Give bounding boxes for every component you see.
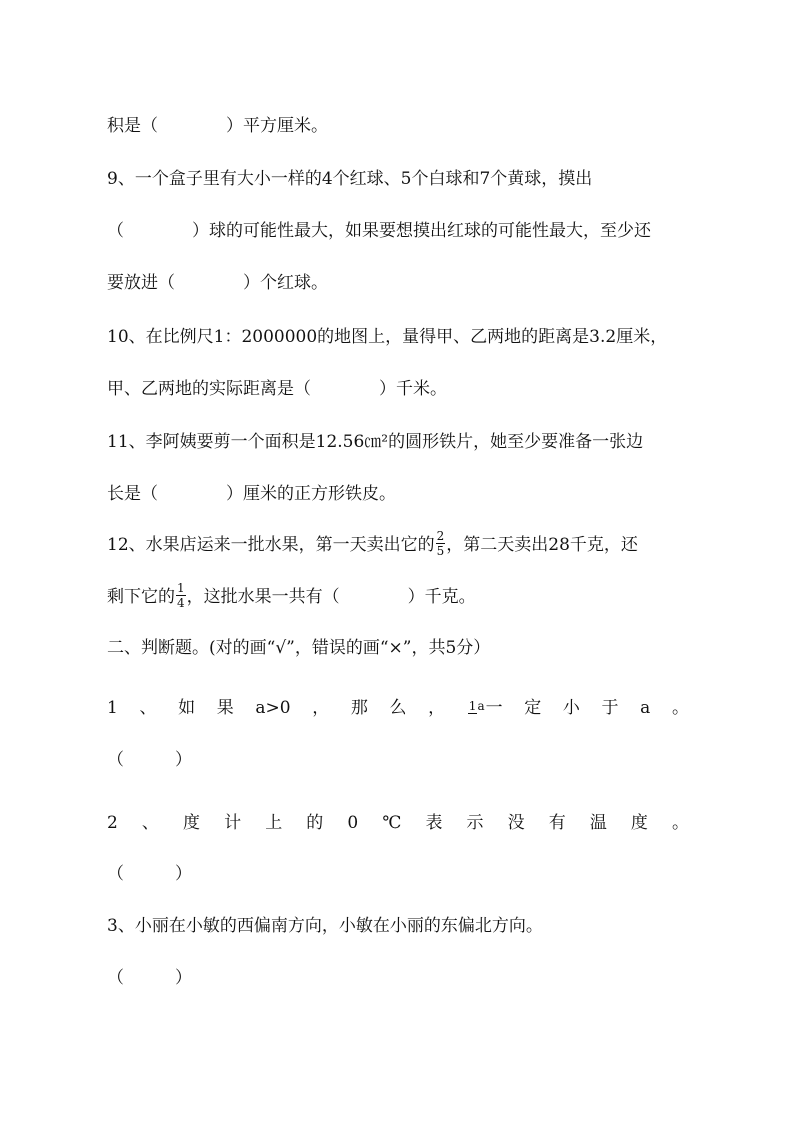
question-9-line-2: （ ）球的可能性最大，如果要想摸出红球的可能性最大，至少还	[107, 221, 651, 241]
token: a	[640, 698, 651, 718]
question-12-text-a: 12、水果店运来一批水果，第一天卖出它的	[107, 535, 435, 555]
token: ，	[428, 698, 446, 718]
fraction-denominator: 4	[177, 596, 185, 610]
judge-question-1-answer-paren: （ ）	[107, 750, 192, 770]
token: 1	[107, 698, 118, 718]
token: 么	[389, 698, 407, 718]
text-line-1: 积是（ ）平方厘米。	[107, 116, 328, 136]
question-12-line-1	[107, 529, 638, 559]
question-11-line-2: 长是（ ）厘米的正方形铁皮。	[107, 484, 396, 504]
section-two-heading: 二、判断题。(对的画“√”，错误的画“×”，共5分）	[107, 638, 491, 658]
token: 0	[347, 813, 359, 833]
judge-question-1	[107, 696, 689, 720]
question-9-line-3: 要放进（ ）个红球。	[107, 273, 328, 293]
token: 温	[589, 813, 607, 833]
token: ，	[312, 698, 330, 718]
fraction-numerator: 1	[468, 699, 477, 713]
token: 表	[425, 813, 443, 833]
token: ℃	[382, 813, 402, 833]
question-12-line-2	[107, 581, 476, 611]
token: 有	[548, 813, 566, 833]
judge-question-2	[107, 811, 689, 835]
fraction-one-quarter	[176, 582, 186, 609]
fraction-denominator: a	[477, 699, 485, 713]
token: 于	[601, 698, 619, 718]
token: 上	[265, 813, 283, 833]
token: 定	[524, 698, 542, 718]
token: 2	[107, 813, 118, 833]
token: 度	[183, 813, 201, 833]
question-12-text-b: ，第二天卖出28千克，还	[446, 535, 638, 555]
token: 如	[178, 698, 196, 718]
question-12-text-c: 剩下它的	[107, 587, 175, 607]
token: 没	[507, 813, 525, 833]
question-10-line-1: 10、在比例尺1：2000000的地图上，量得甲、乙两地的距离是3.2厘米，	[107, 327, 668, 347]
judge-question-2-answer-paren: （ ）	[107, 864, 192, 884]
token: 果	[216, 698, 234, 718]
judge-question-3: 3、小丽在小敏的西偏南方向，小敏在小丽的东偏北方向。	[107, 916, 543, 936]
token: 小	[562, 698, 580, 718]
token: a>0	[255, 698, 291, 718]
question-10-line-2: 甲、乙两地的实际距离是（ ）千米。	[107, 379, 447, 399]
fraction-one-over-a	[468, 699, 485, 714]
fraction-two-fifths	[436, 530, 446, 557]
token: 示	[466, 813, 484, 833]
fraction-denominator: 5	[436, 544, 445, 558]
question-11-line-1: 11、李阿姨要剪一个面积是12.56㎝²的圆形铁片，她至少要准备一张边	[107, 432, 644, 452]
token: 。	[671, 698, 689, 718]
fraction-numerator: 1	[177, 581, 185, 595]
token: 计	[224, 813, 242, 833]
token: 、	[141, 813, 159, 833]
question-12-text-d: ，这批水果一共有（ ）千克。	[186, 587, 476, 607]
token: 、	[139, 698, 157, 718]
question-9-line-1: 9、一个盒子里有大小一样的4个红球、5个白球和7个黄球，摸出	[107, 169, 593, 189]
token: 的	[306, 813, 324, 833]
token-with-fraction	[467, 696, 503, 720]
token: 度	[630, 813, 648, 833]
token: 那	[350, 698, 368, 718]
fraction-numerator: 2	[436, 529, 445, 543]
token: 一	[485, 698, 503, 718]
judge-question-3-answer-paren: （ ）	[107, 968, 192, 988]
token: 。	[672, 813, 689, 833]
